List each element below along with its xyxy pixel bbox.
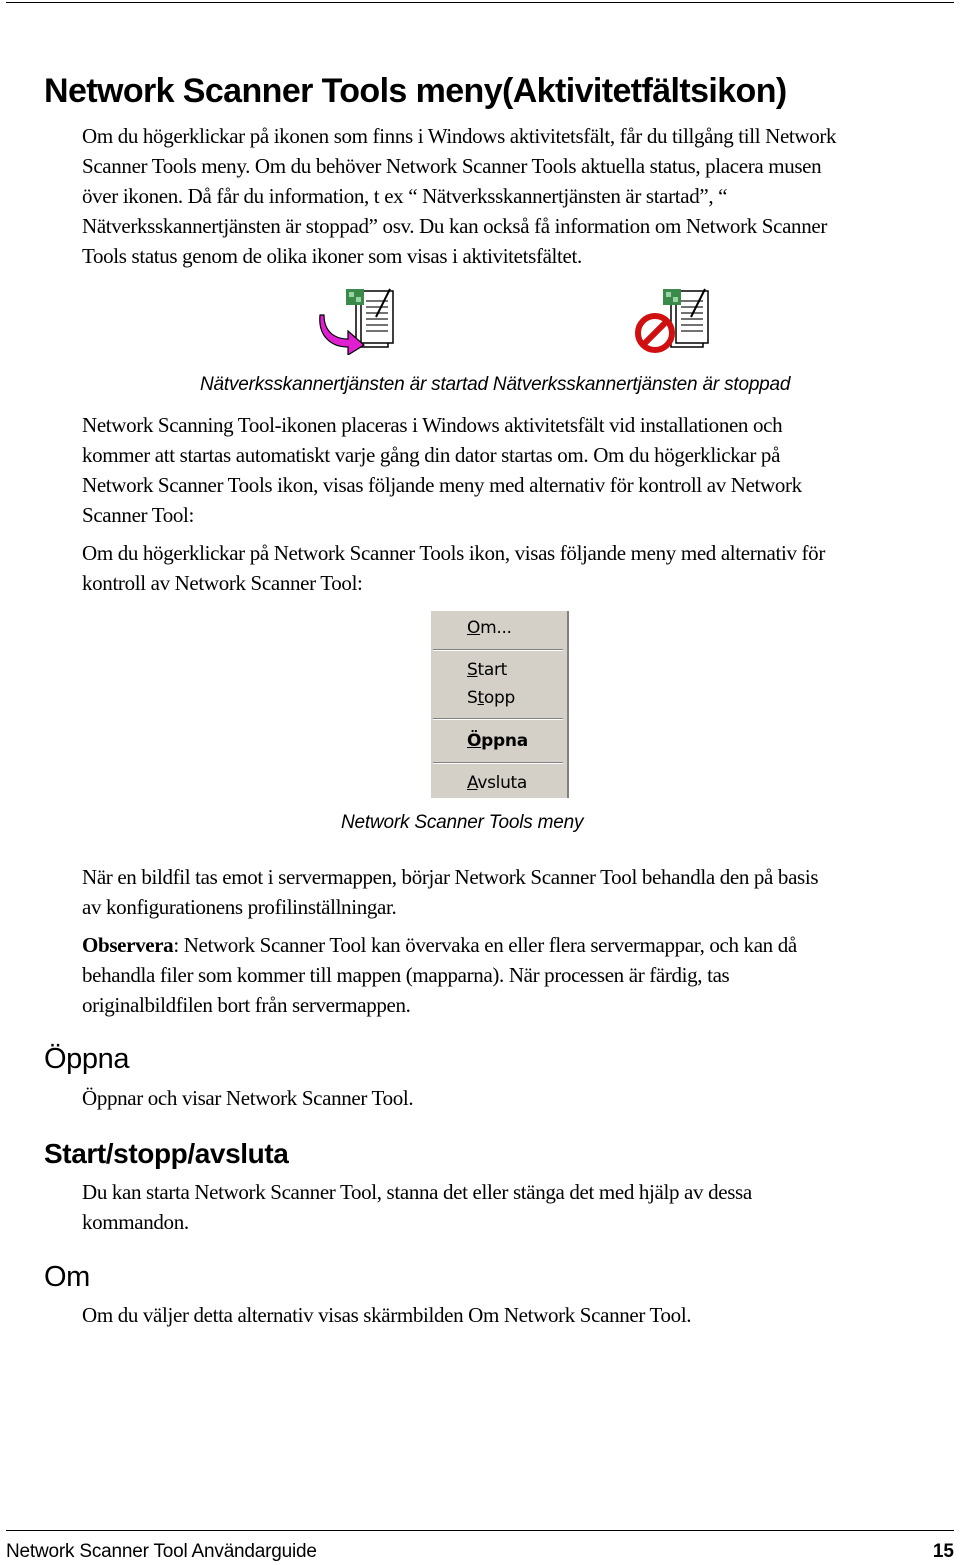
- paragraph-line: Du kan starta Network Scanner Tool, stanna det eller stänga det med hjälp av dessa: [82, 1180, 752, 1204]
- menu-accel: Ö: [467, 731, 482, 751]
- menu-separator: [433, 762, 563, 764]
- paragraph-line: Scanner Tool:: [82, 503, 194, 527]
- paragraph-line: Network Scanning Tool-ikonen placeras i Windows aktivitetsfält vid installationen och: [82, 413, 783, 437]
- footer-rule: [6, 1530, 954, 1531]
- section-body-start-stopp: [82, 1177, 954, 1237]
- service-stopped-icon: [633, 287, 713, 355]
- menu-accel: A: [467, 773, 478, 793]
- service-started-icon: [318, 287, 398, 355]
- menu-accel: O: [467, 618, 481, 638]
- top-rule: [6, 2, 954, 3]
- paragraph-line: Öppnar och visar Network Scanner Tool.: [82, 1086, 414, 1110]
- intro-paragraph-2: [82, 410, 954, 530]
- note-first-line: [82, 930, 954, 960]
- page-title: Network Scanner Tools meny(Aktivitetfältsikon): [44, 72, 787, 110]
- paragraph-line: När en bildfil tas emot i servermappen, börjar Network Scanner Tool behandla den på basis: [82, 865, 819, 889]
- menu-item-label: m...: [480, 618, 512, 638]
- menu-item-avsluta[interactable]: [467, 773, 527, 793]
- intro-line: Om du högerklickar på ikonen som finns i Windows aktivitetsfält, får du tillgång till Network: [82, 124, 837, 148]
- note-text: : Network Scanner Tool kan övervaka en eller flera servermappar, och kan då: [173, 933, 797, 957]
- menu-accel: S: [467, 660, 478, 680]
- paragraph-line: kontroll av Network Scanner Tool:: [82, 571, 363, 595]
- paragraph-line: kommandon.: [82, 1210, 189, 1234]
- menu-item-stopp[interactable]: [467, 688, 515, 708]
- paragraph-line: behandla filer som kommer till mappen (mapparna). När processen är färdig, tas: [82, 963, 730, 987]
- section-heading-oppna: Öppna: [44, 1043, 130, 1075]
- menu-item-oppna[interactable]: [467, 731, 528, 751]
- icons-caption: Nätverksskannertjänsten är startad Nätverksskannertjänsten är stoppad: [200, 374, 791, 395]
- paragraph-line: Om du högerklickar på Network Scanner Tools ikon, visas följande meny med alternativ för: [82, 541, 825, 565]
- menu-item-start[interactable]: [467, 660, 507, 680]
- menu-item-om[interactable]: [467, 618, 512, 638]
- menu-item-label: tart: [477, 660, 508, 680]
- section-body-oppna: [82, 1083, 954, 1113]
- intro-line: Scanner Tools meny. Om du behöver Network Scanner Tools aktuella status, placera musen: [82, 154, 822, 178]
- menu-separator: [433, 718, 563, 720]
- intro-paragraph: [82, 121, 954, 271]
- section-heading-start-stopp: Start/stopp/avsluta: [44, 1138, 289, 1169]
- section-body-om: [82, 1300, 954, 1330]
- note-label: Observera: [82, 933, 174, 957]
- context-menu: [431, 611, 569, 798]
- processing-paragraph: [82, 862, 954, 922]
- paragraph-line: Om du väljer detta alternativ visas skärmbilden Om Network Scanner Tool.: [82, 1303, 692, 1327]
- intro-line: Nätverksskannertjänsten är stoppad” osv. Du kan också få information om Network Scanner: [82, 214, 827, 238]
- menu-item-prefix: S: [467, 688, 478, 708]
- menu-item-label: opp: [483, 688, 515, 708]
- section-heading-om: Om: [44, 1261, 90, 1293]
- menu-item-label: ppna: [481, 731, 528, 751]
- menu-separator: [433, 649, 563, 651]
- menu-item-label: vsluta: [477, 773, 528, 793]
- paragraph-line: originalbildfilen bort från servermappen.: [82, 993, 411, 1017]
- paragraph-line: kommer att startas automatiskt varje gång din dator startas om. Om du högerklickar på: [82, 443, 781, 467]
- paragraph-line: av konfigurationens profilinställningar.: [82, 895, 397, 919]
- intro-paragraph-3: [82, 538, 954, 598]
- intro-line: Tools status genom de olika ikoner som visas i aktivitetsfältet.: [82, 244, 582, 268]
- menu-accel: t: [477, 688, 484, 708]
- paragraph-line: Network Scanner Tools ikon, visas följande meny med alternativ för kontroll av Network: [82, 473, 802, 497]
- note-paragraph: [82, 930, 954, 1020]
- intro-line: över ikonen. Då får du information, t ex “ Nätverksskannertjänsten är startad”, “: [82, 184, 728, 208]
- page-number: 15: [932, 1541, 954, 1562]
- footer-title: Network Scanner Tool Användarguide: [6, 1541, 317, 1562]
- menu-caption: Network Scanner Tools meny: [341, 812, 584, 833]
